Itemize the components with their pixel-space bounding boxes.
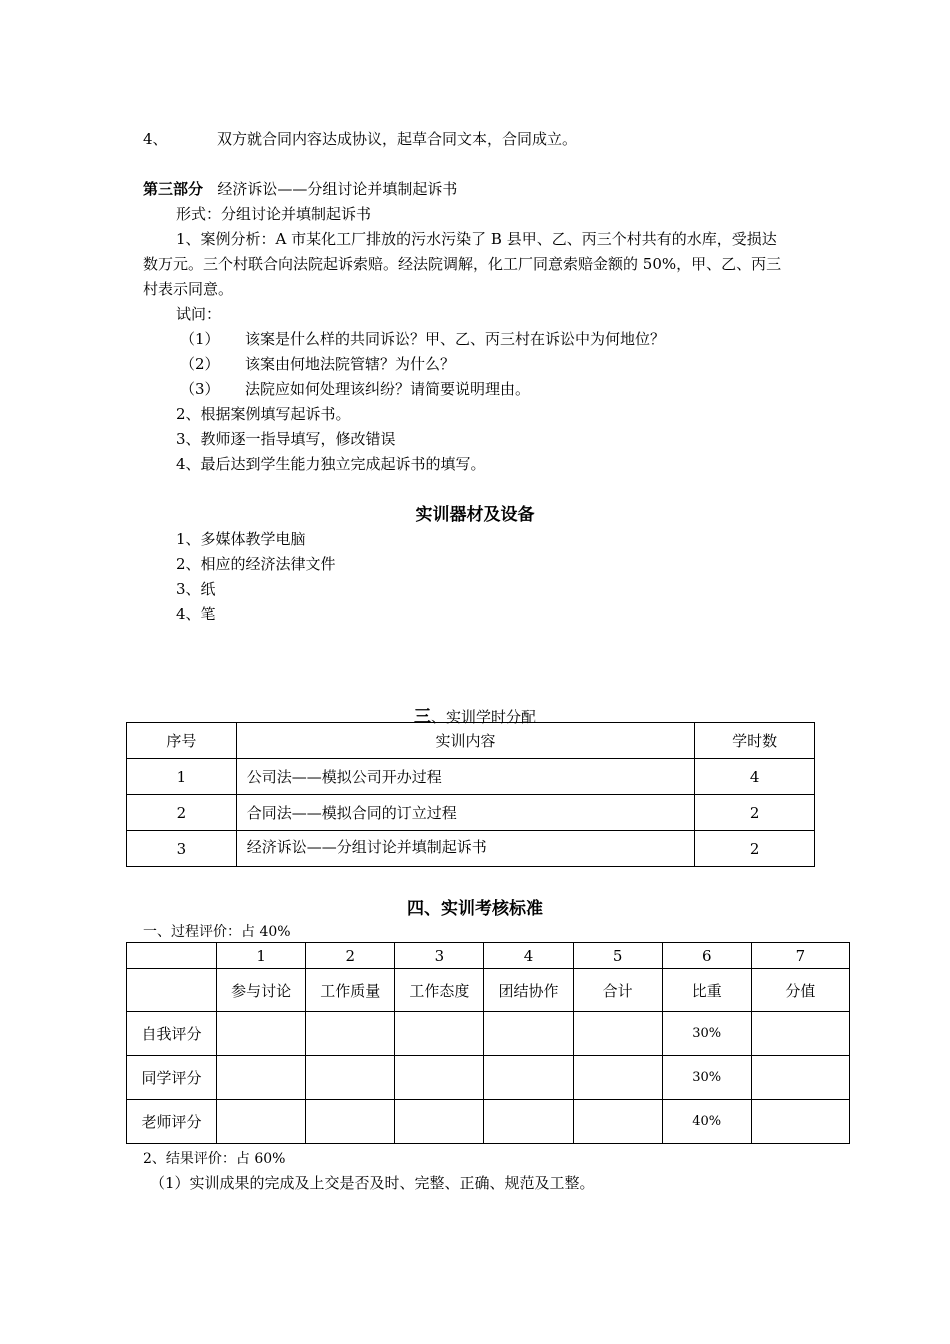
col-number-1: 1	[217, 943, 306, 969]
step-2: 2、根据案例填写起诉书。	[176, 405, 351, 423]
equipment-item-1: 1、多媒体教学电脑	[176, 530, 306, 548]
table-row	[127, 1100, 850, 1144]
col-name-teamwork: 团结协作	[484, 969, 573, 1012]
result-evaluation-item: （1）实训成果的完成及上交是否及时、完整、正确、规范及工整。	[150, 1174, 595, 1192]
col-name-quality: 工作质量	[306, 969, 395, 1012]
assessment-title: 四、实训考核标准	[407, 899, 543, 919]
assessment-blank-cell	[127, 969, 217, 1012]
equipment-item-4: 4、笔	[176, 605, 216, 623]
hours-row-1-no: 1	[127, 759, 237, 795]
hours-title-numeral: 三	[413, 707, 431, 727]
part3-form: 形式：分组讨论并填制起诉书	[176, 205, 372, 223]
col-name-discussion: 参与讨论	[217, 969, 306, 1012]
col-name-attitude: 工作态度	[395, 969, 484, 1012]
hours-row-1-hours: 4	[695, 759, 815, 795]
question-2-number: （2）	[180, 355, 220, 373]
assessment-name-row	[127, 969, 850, 1012]
step-3: 3、教师逐一指导填写，修改错误	[176, 430, 396, 448]
case-line-3: 村表示同意。	[143, 280, 234, 298]
item-4-number: 4、	[143, 130, 168, 148]
equipment-item-2: 2、相应的经济法律文件	[176, 555, 336, 573]
question-3-text: 法院应如何处理该纠纷？请简要说明理由。	[245, 380, 531, 398]
hours-header-content: 实训内容	[236, 723, 695, 759]
col-number-4: 4	[484, 943, 573, 969]
col-number-3: 3	[395, 943, 484, 969]
part3-label: 第三部分	[143, 180, 204, 198]
hours-table	[126, 722, 815, 867]
assessment-corner-cell	[127, 943, 217, 969]
part3-heading	[143, 178, 457, 199]
case-line-2: 数万元。三个村联合向法院起诉索赔。经法院调解，化工厂同意索赔金额的 50%，甲、乙、丙三	[143, 255, 782, 273]
question-3-number: （3）	[180, 380, 220, 398]
table-row	[127, 759, 815, 795]
case-line-1: 1、案例分析：A 市某化工厂排放的污水污染了 B 县甲、乙、丙三个村共有的水库，受损达	[176, 230, 777, 248]
table-row	[127, 1012, 850, 1056]
process-evaluation-label: 一、过程评价：占 40%	[143, 924, 291, 940]
hours-row-3-hours: 2	[695, 831, 815, 867]
question-label: 试问：	[176, 305, 222, 323]
question-1-text: 该案是什么样的共同诉讼？甲、乙、丙三村在诉讼中为何地位？	[245, 330, 666, 348]
hours-header-no: 序号	[127, 723, 237, 759]
equipment-title: 实训器材及设备	[415, 505, 535, 525]
equipment-item-3: 3、纸	[176, 580, 216, 598]
hours-header-hours: 学时数	[695, 723, 815, 759]
table-row	[127, 1056, 850, 1100]
hours-row-2-no: 2	[127, 795, 237, 831]
question-1-number: （1）	[180, 330, 220, 348]
col-number-7: 7	[751, 943, 849, 969]
assessment-number-row	[127, 943, 850, 969]
col-name-total: 合计	[573, 969, 662, 1012]
row-label-self: 自我评分	[127, 1012, 217, 1056]
assessment-table	[126, 942, 850, 1144]
item-4-text: 双方就合同内容达成协议，起草合同文本，合同成立。	[217, 130, 578, 148]
col-number-6: 6	[662, 943, 751, 969]
hours-row-2-content: 合同法——模拟合同的订立过程	[236, 795, 695, 831]
col-name-weight: 比重	[662, 969, 751, 1012]
question-2-text: 该案由何地法院管辖？为什么？	[245, 355, 456, 373]
step-4: 4、最后达到学生能力独立完成起诉书的填写。	[176, 455, 486, 473]
col-name-score: 分值	[751, 969, 849, 1012]
col-number-2: 2	[306, 943, 395, 969]
row-label-teacher: 老师评分	[127, 1100, 217, 1144]
hours-row-2-hours: 2	[695, 795, 815, 831]
col-number-5: 5	[573, 943, 662, 969]
table-row	[127, 831, 815, 867]
row-label-peer: 同学评分	[127, 1056, 217, 1100]
row-weight-teacher: 40%	[662, 1100, 751, 1144]
hours-title-text: 、实训学时分配	[430, 708, 536, 726]
row-weight-peer: 30%	[662, 1056, 751, 1100]
hours-row-1-content: 公司法——模拟公司开办过程	[236, 759, 695, 795]
row-weight-self: 30%	[662, 1012, 751, 1056]
part3-title: 经济诉讼——分组讨论并填制起诉书	[217, 180, 458, 198]
result-evaluation-label: 2、结果评价：占 60%	[143, 1151, 286, 1167]
hours-row-3-content: 经济诉讼——分组讨论并填制起诉书	[236, 831, 695, 867]
hours-header-row	[127, 723, 815, 759]
table-row	[127, 795, 815, 831]
hours-row-3-no: 3	[127, 831, 237, 867]
